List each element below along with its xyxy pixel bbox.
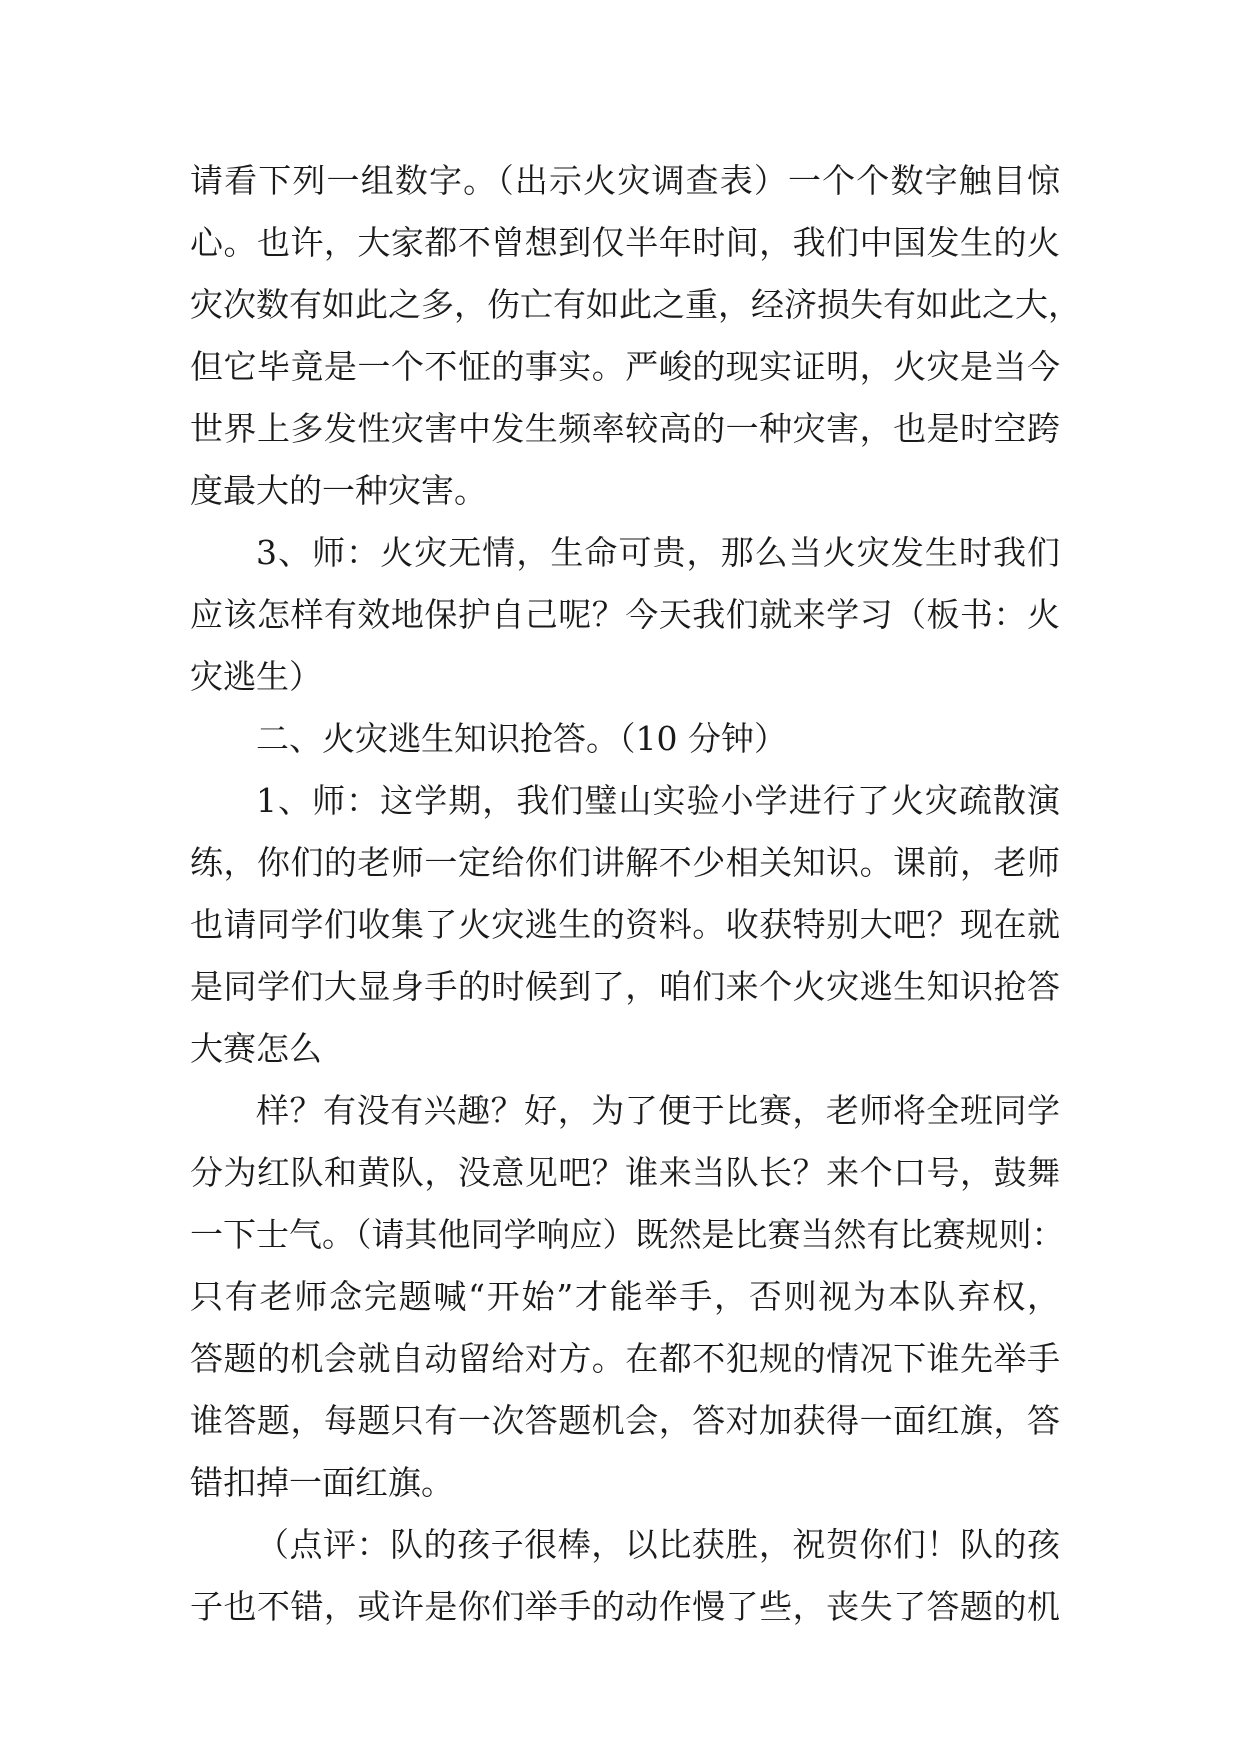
text-line: 是同学们大显身手的时候到了，咱们来个火灾逃生知识抢答 xyxy=(190,967,1060,1006)
text-line: 答题的机会就自动留给对方。在都不犯规的情况下谁先举手 xyxy=(190,1339,1060,1378)
text-line: 应该怎样有效地保护自己呢？今天我们就来学习（板书：火 xyxy=(190,595,1060,634)
text-line: （点评：队的孩子很棒，以比获胜，祝贺你们！队的孩 xyxy=(256,1525,1060,1564)
text-line: 只有老师念完题喊“开始”才能举手，否则视为本队弃权， xyxy=(190,1277,1060,1316)
text-line: 子也不错，或许是你们举手的动作慢了些，丧失了答题的机 xyxy=(190,1587,1060,1626)
text-line: 1、师：这学期，我们璧山实验小学进行了火灾疏散演 xyxy=(256,781,1060,820)
text-line: 灾次数有如此之多，伤亡有如此之重，经济损失有如此之大， xyxy=(190,285,1081,324)
text-line: 3、师：火灾无情，生命可贵，那么当火灾发生时我们 xyxy=(256,533,1060,572)
text-line: 样？有没有兴趣？好，为了便于比赛，老师将全班同学 xyxy=(256,1091,1060,1130)
text-line: 灾逃生） xyxy=(190,657,322,696)
document-body xyxy=(190,150,1081,1638)
text-line: 也请同学们收集了火灾逃生的资料。收获特别大吧？现在就 xyxy=(190,905,1060,944)
text-line: 但它毕竟是一个不怔的事实。严峻的现实证明，火灾是当今 xyxy=(190,347,1060,386)
text-line: 请看下列一组数字。（出示火灾调查表）一个个数字触目惊 xyxy=(190,161,1060,200)
section-heading: 二、火灾逃生知识抢答。（10 分钟） xyxy=(256,719,787,758)
text-line: 度最大的一种灾害。 xyxy=(190,471,487,510)
text-line: 大赛怎么 xyxy=(190,1029,322,1068)
text-line: 一下士气。（请其他同学响应）既然是比赛当然有比赛规则： xyxy=(190,1215,1065,1254)
text-line: 错扣掉一面红旗。 xyxy=(190,1463,454,1502)
text-line: 世界上多发性灾害中发生频率较高的一种灾害，也是时空跨 xyxy=(190,409,1060,448)
text-line: 练，你们的老师一定给你们讲解不少相关知识。课前，老师 xyxy=(190,843,1060,882)
text-line: 分为红队和黄队，没意见吧？谁来当队长？来个口号，鼓舞 xyxy=(190,1153,1060,1192)
text-line: 谁答题，每题只有一次答题机会，答对加获得一面红旗，答 xyxy=(190,1401,1060,1440)
text-line: 心。也许，大家都不曾想到仅半年时间，我们中国发生的火 xyxy=(190,223,1060,262)
